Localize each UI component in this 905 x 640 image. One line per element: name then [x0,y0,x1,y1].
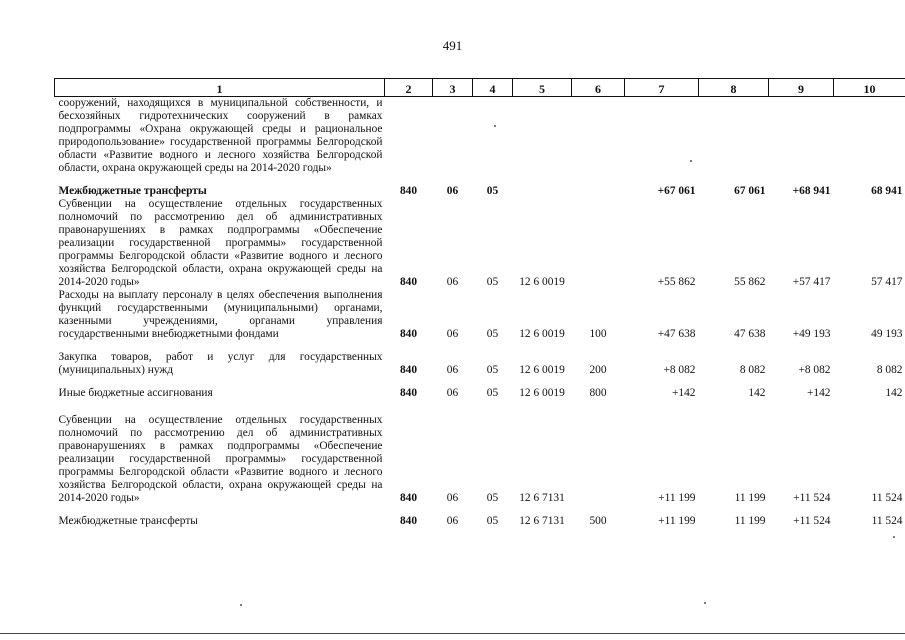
cell-subsection: 05 [486,387,499,399]
column-header: 4 [473,79,513,97]
cell-change-year1: +142 [671,387,696,399]
cell-target-article [513,185,572,198]
cell-subsection: 05 [486,364,499,376]
row-description: Межбюджетные трансферты [58,515,198,527]
cell-change-year2: +11 524 [793,492,831,504]
cell-subsection: 05 [486,492,499,504]
table-row [55,198,905,289]
cell-expense-type: 800 [589,387,607,399]
cell-amount-year2: 57 417 [871,276,903,288]
table-row [55,515,905,528]
page-number: 491 [442,38,463,53]
cell-change-year2: +11 524 [793,515,831,527]
column-header: 9 [769,79,834,97]
cell-target-article: 12 6 0019 [519,328,565,340]
column-header: 2 [385,79,433,97]
table-row [55,387,905,400]
scan-speck [893,536,895,538]
cell-section [433,97,473,176]
row-description: Иные бюджетные ассигнования [58,387,213,399]
cell-section: 06 [446,276,459,288]
cell-amount-year2: 68 941 [871,185,903,197]
cell-subsection [473,97,513,176]
cell-amount-year1: 142 [748,387,766,399]
cell-target-article [513,97,572,176]
scan-speck [240,604,242,606]
cell-amount-year2: 11 524 [871,492,903,504]
cell-target-article: 12 6 7131 [519,515,565,527]
cell-amount-year1: 47 638 [734,328,766,340]
cell-section: 06 [446,492,459,504]
cell-subsection: 05 [486,515,499,527]
cell-ministry-code: 840 [399,185,418,197]
cell-amount-year2: 11 524 [871,515,903,527]
cell-section: 06 [446,185,459,197]
cell-amount-year1: 55 862 [734,276,766,288]
cell-ministry-code: 840 [399,492,418,504]
table-row [55,289,905,341]
column-header: 8 [699,79,769,97]
row-description: Субвенции на осуществление отдельных государственных полномочий по рассмотрению дел об административных правонарушениях в рамках подпрограммы «Обеспечение реализации государственной программы» государственной программы Белгородской области «Развитие водного и лесного хозяйства Белгородской области, охрана окружающей среды на 2014-2020 годы» [58,414,383,504]
cell-expense-type: 500 [589,515,607,527]
cell-target-article: 12 6 0019 [519,364,565,376]
cell-change-year2: +49 193 [792,328,831,340]
cell-amount-year2: 8 082 [876,364,903,376]
cell-change-year2: +8 082 [798,364,831,376]
cell-amount-year2 [834,97,905,176]
cell-subsection: 05 [486,276,499,288]
cell-amount-year1: 67 061 [734,185,766,197]
cell-subsection: 05 [486,328,499,340]
cell-ministry-code: 840 [399,328,418,340]
scan-speck [494,125,496,127]
row-description: Расходы на выплату персоналу в целях обеспечения выполнения функций государственными (муниципальными) органами, казенными учреждениями, органами управления государственными внебюджетными фондами [58,289,383,340]
row-description: Межбюджетные трансферты [58,185,207,197]
cell-expense-type [572,185,625,198]
cell-change-year2: +68 941 [792,185,831,197]
cell-ministry-code: 840 [399,364,418,376]
cell-amount-year2: 142 [885,387,903,399]
cell-change-year1 [625,97,699,176]
cell-change-year1: +11 199 [658,515,696,527]
row-description: Закупка товаров, работ и услуг для государственных (муниципальных) нужд [58,351,383,376]
cell-amount-year1: 8 082 [739,364,766,376]
table-row [55,185,905,198]
cell-target-article: 12 6 7131 [519,492,565,504]
cell-change-year2 [769,97,834,176]
row-description: сооружений, находящихся в муниципальной собственности, и бесхозяйных гидротехнических сооружений в рамках подпрограммы «Охрана окружающей среды и рациональное природопользование» государственной программы Белгородской области «Развитие водного и лесного хозяйства Белгородской области, охрана окружающей среды на 2014-2020 годы» [58,97,383,174]
cell-ministry-code: 840 [399,276,418,288]
cell-section: 06 [446,328,459,340]
column-header: 1 [55,79,385,97]
row-description: Субвенции на осуществление отдельных государственных полномочий по рассмотрению дел об административных правонарушениях в рамках подпрограммы «Обеспечение реализации государственной программы» государственной программы Белгородской области «Развитие водного и лесного хозяйства Белгородской области, охрана окружающей среды на 2014-2020 годы» [58,198,383,288]
cell-change-year2: +57 417 [792,276,831,288]
page-bottom-edge [0,633,905,634]
cell-subsection: 05 [486,185,499,197]
cell-change-year1: +67 061 [657,185,696,197]
cell-expense-type [572,414,625,505]
table-row [55,414,905,505]
budget-table [54,78,905,528]
scan-speck [704,602,706,604]
column-header: 7 [625,79,699,97]
cell-ministry-code [385,97,433,176]
cell-change-year1: +55 862 [657,276,696,288]
cell-section: 06 [446,364,459,376]
cell-target-article: 12 6 0019 [519,276,565,288]
cell-change-year1: +11 199 [658,492,696,504]
cell-section: 06 [446,387,459,399]
cell-expense-type: 200 [589,364,607,376]
column-header: 6 [572,79,625,97]
cell-amount-year1 [699,97,769,176]
cell-amount-year1: 11 199 [734,515,766,527]
cell-target-article: 12 6 0019 [519,387,565,399]
cell-expense-type [572,198,625,289]
cell-expense-type [572,97,625,176]
cell-ministry-code: 840 [399,387,418,399]
column-header: 5 [513,79,572,97]
cell-change-year2: +142 [806,387,831,399]
cell-expense-type: 100 [589,328,607,340]
cell-amount-year2: 49 193 [871,328,903,340]
column-header: 3 [433,79,473,97]
cell-amount-year1: 11 199 [734,492,766,504]
cell-change-year1: +47 638 [657,328,696,340]
table-row [55,351,905,377]
cell-ministry-code: 840 [399,515,418,527]
cell-section: 06 [446,515,459,527]
cell-change-year1: +8 082 [663,364,696,376]
table-row [55,97,905,176]
column-header: 10 [834,79,905,97]
table-header-row [55,79,905,97]
scan-speck [690,160,692,162]
